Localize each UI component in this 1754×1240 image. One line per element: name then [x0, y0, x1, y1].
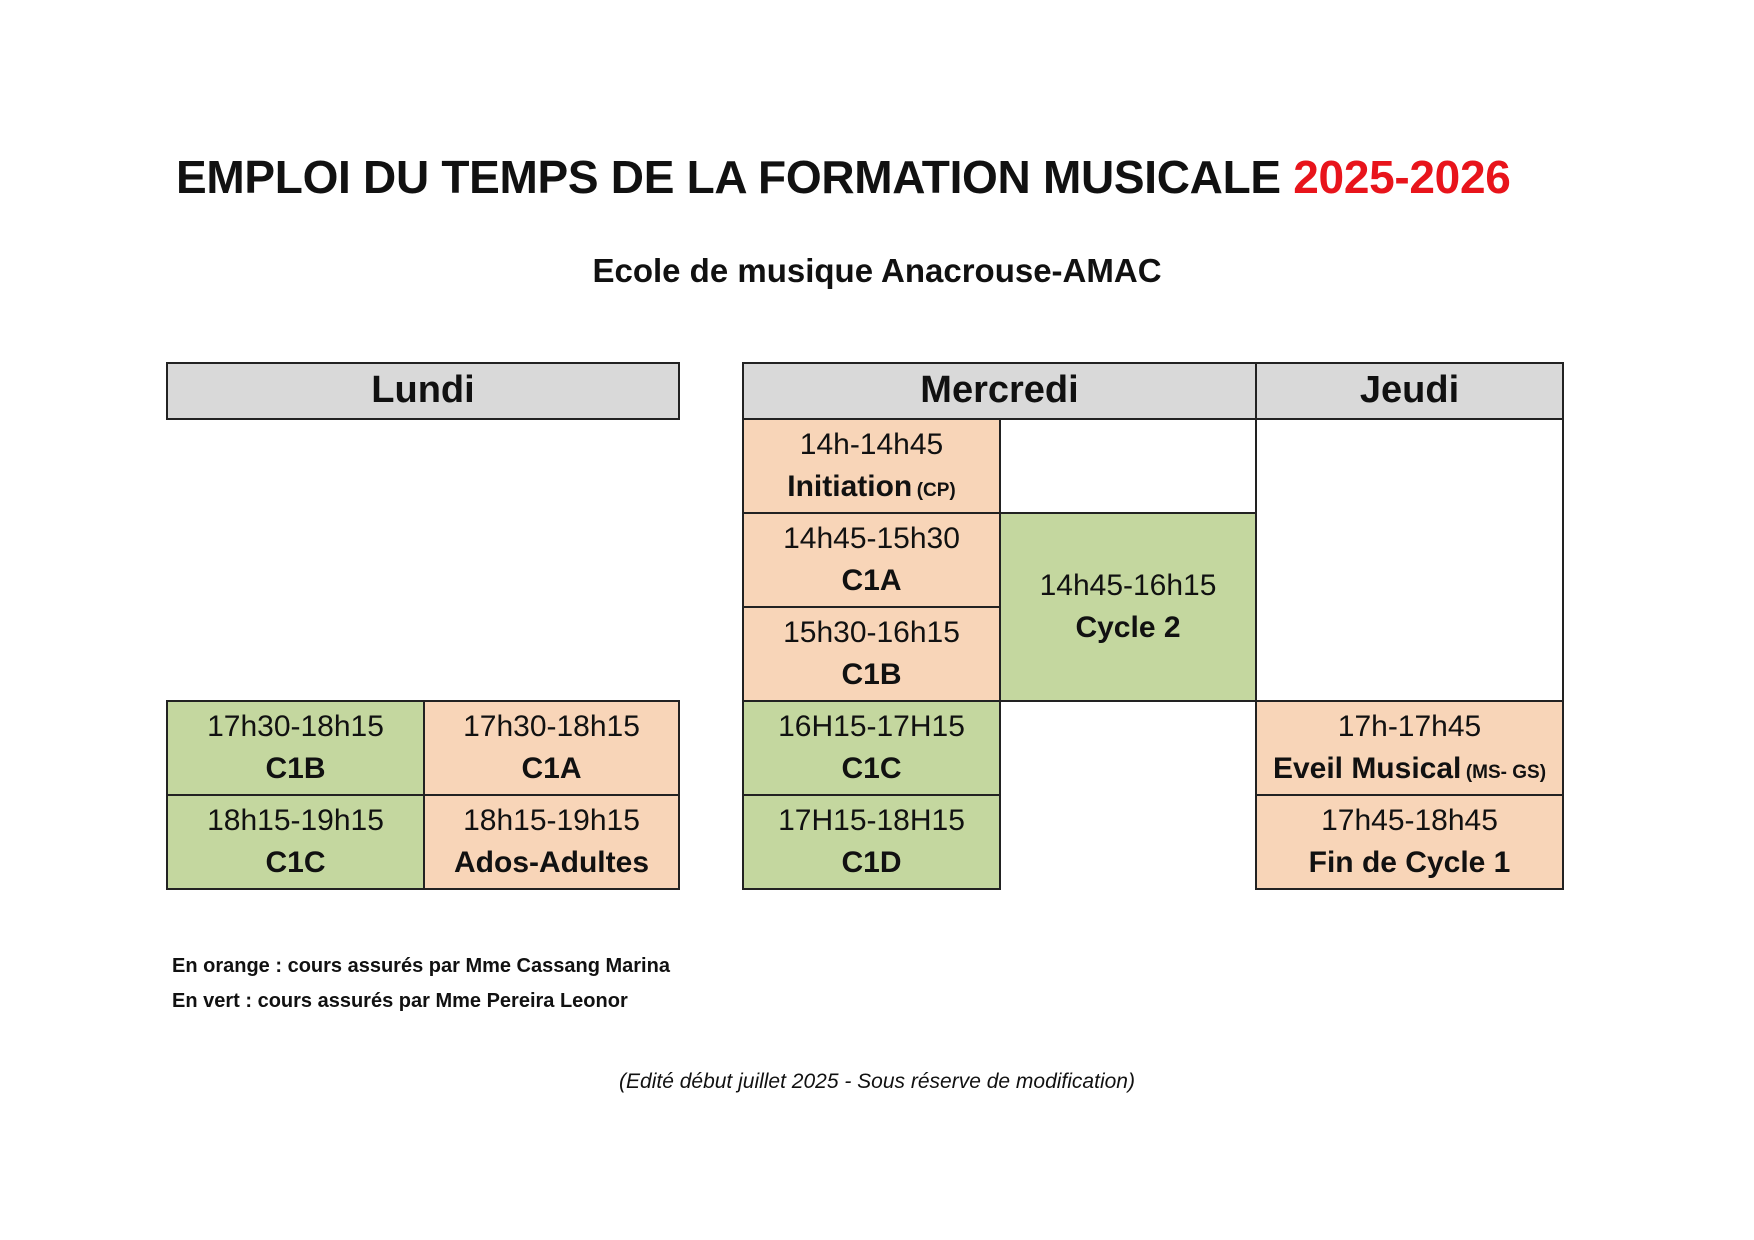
- schedule-cell: [1255, 700, 1564, 796]
- page-title: [176, 150, 1511, 204]
- cell-time: 18h15-19h15: [463, 804, 640, 837]
- schedule-cell: [742, 794, 1001, 890]
- schedule-cell: [742, 418, 1001, 514]
- schedule-cell: [166, 700, 425, 796]
- schedule-cell: [999, 512, 1257, 702]
- schedule-cell: [742, 606, 1001, 702]
- cell-time: 16H15-17H15: [778, 710, 965, 743]
- cell-label: Fin de Cycle 1: [1308, 846, 1511, 879]
- schedule-cell: [423, 700, 680, 796]
- cell-label: Ados-Adultes: [454, 846, 649, 879]
- cell-label: C1B: [265, 752, 326, 785]
- cell-time: 14h45-16h15: [1039, 569, 1217, 602]
- cell-label: C1A: [841, 564, 902, 597]
- cell-label: C1C: [265, 846, 326, 879]
- cell-time: 17h45-18h45: [1321, 804, 1498, 837]
- cell-time: 14h45-15h30: [783, 522, 960, 555]
- empty-cell: [999, 418, 1257, 514]
- day-header-mercredi: [742, 362, 1257, 420]
- cell-time: 17h30-18h15: [463, 710, 640, 743]
- cell-time: 18h15-19h15: [207, 804, 384, 837]
- cell-time: 17h30-18h15: [207, 710, 384, 743]
- cell-label: C1A: [521, 752, 582, 785]
- cell-label: Initiation: [787, 470, 913, 503]
- cell-time: 15h30-16h15: [783, 616, 960, 649]
- day-header-jeudi: [1255, 362, 1564, 420]
- cell-time: 14h-14h45: [799, 428, 944, 461]
- empty-cell: [1255, 418, 1564, 702]
- schedule-cell: [1255, 794, 1564, 890]
- day-header-lundi: [166, 362, 680, 420]
- cell-note: (CP): [916, 480, 956, 501]
- day-label: Jeudi: [1359, 369, 1460, 412]
- cell-note: (MS- GS): [1465, 762, 1547, 783]
- cell-label: C1D: [841, 846, 902, 879]
- schedule-cell: [742, 512, 1001, 608]
- legend-orange: En orange : cours assurés par Mme Cassang Marina: [172, 955, 670, 977]
- cell-label: Cycle 2: [1075, 611, 1181, 644]
- cell-time: 17H15-18H15: [778, 804, 965, 837]
- cell-time: 17h-17h45: [1337, 710, 1482, 743]
- school-name: Ecole de musique Anacrouse-AMAC: [592, 252, 1162, 289]
- legend-green: En vert : cours assurés par Mme Pereira Leonor: [172, 990, 628, 1012]
- footer-note: (Edité début juillet 2025 - Sous réserve de modification): [619, 1070, 1135, 1093]
- title-main: EMPLOI DU TEMPS DE LA FORMATION MUSICALE: [176, 151, 1281, 203]
- cell-label: C1B: [841, 658, 902, 691]
- schedule-cell: [166, 794, 425, 890]
- day-label: Mercredi: [920, 369, 1079, 412]
- title-year: 2025-2026: [1293, 151, 1511, 203]
- cell-label: Eveil Musical: [1272, 752, 1462, 785]
- day-label: Lundi: [371, 369, 475, 412]
- cell-label: C1C: [841, 752, 902, 785]
- schedule-cell: [423, 794, 680, 890]
- schedule-cell: [742, 700, 1001, 796]
